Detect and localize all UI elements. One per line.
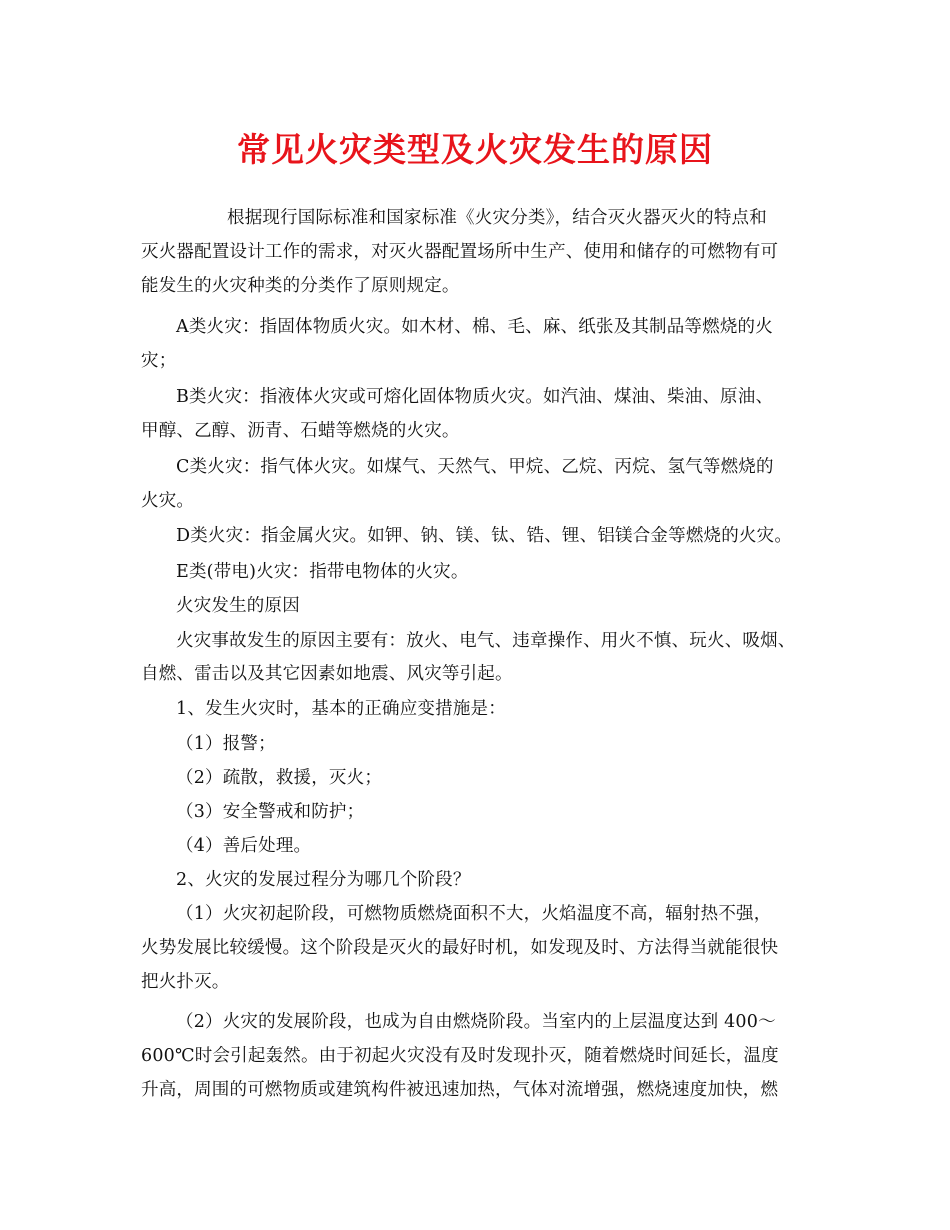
paragraph-line: 甲醇、乙醇、沥青、石蜡等燃烧的火灾。: [141, 421, 460, 441]
paragraph-line: 火灾。: [141, 491, 195, 511]
paragraph-line: （1）火灾初起阶段，可燃物质燃烧面积不大，火焰温度不高，辐射热不强，: [176, 904, 772, 924]
paragraph-line: 自燃、雷击以及其它因素如地震、风灾等引起。: [141, 664, 513, 684]
paragraph-line: （2）火灾的发展阶段，也成为自由燃烧阶段。当室内的上层温度达到 400～: [176, 1012, 776, 1032]
list-item: （4）善后处理。: [176, 836, 312, 856]
paragraph-line: 2、火灾的发展过程分为哪几个阶段？: [176, 870, 471, 890]
paragraph-line: 根据现行国际标准和国家标准《火灾分类》，结合灭火器灭火的特点和: [227, 208, 767, 228]
paragraph-line: 灭火器配置设计工作的需求，对灭火器配置场所中生产、使用和储存的可燃物有可: [141, 242, 779, 262]
list-item: （2）疏散，救援，灭火；: [176, 768, 383, 788]
paragraph-line: D类火灾：指金属火灾。如钾、钠、镁、钛、锆、锂、铝镁合金等燃烧的火灾。: [176, 526, 793, 546]
paragraph-line: C类火灾：指气体火灾。如煤气、天然气、甲烷、乙烷、丙烷、氢气等燃烧的: [176, 457, 774, 477]
paragraph-line: 灾；: [141, 351, 177, 371]
paragraph-line: 升高，周围的可燃物质或建筑构件被迅速加热，气体对流增强，燃烧速度加快，燃: [141, 1080, 779, 1100]
paragraph-line: 600℃时会引起轰然。由于初起火灾没有及时发现扑灭，随着燃烧时间延长，温度: [141, 1046, 779, 1066]
paragraph-line: 把火扑灭。: [141, 972, 230, 992]
document-title: 常见火灾类型及火灾发生的原因: [237, 130, 713, 169]
paragraph-line: B类火灾：指液体火灾或可熔化固体物质火灾。如汽油、煤油、柴油、原油、: [176, 387, 774, 407]
paragraph-line: 1、发生火灾时，基本的正确应变措施是：: [176, 699, 506, 719]
paragraph-line: 火势发展比较缓慢。这个阶段是灭火的最好时机，如发现及时、方法得当就能很快: [141, 938, 779, 958]
list-item: （1）报警；: [176, 734, 276, 754]
list-item: （3）安全警戒和防护；: [176, 802, 365, 822]
section-heading: 火灾发生的原因: [176, 596, 300, 616]
paragraph-line: A类火灾：指固体物质火灾。如木材、棉、毛、麻、纸张及其制品等燃烧的火: [176, 317, 773, 337]
paragraph-line: 火灾事故发生的原因主要有：放火、电气、违章操作、用火不慎、玩火、吸烟、: [176, 631, 796, 651]
paragraph-line: 能发生的火灾种类的分类作了原则规定。: [141, 276, 460, 296]
paragraph-line: E类(带电)火灾：指带电物体的火灾。: [176, 562, 469, 582]
